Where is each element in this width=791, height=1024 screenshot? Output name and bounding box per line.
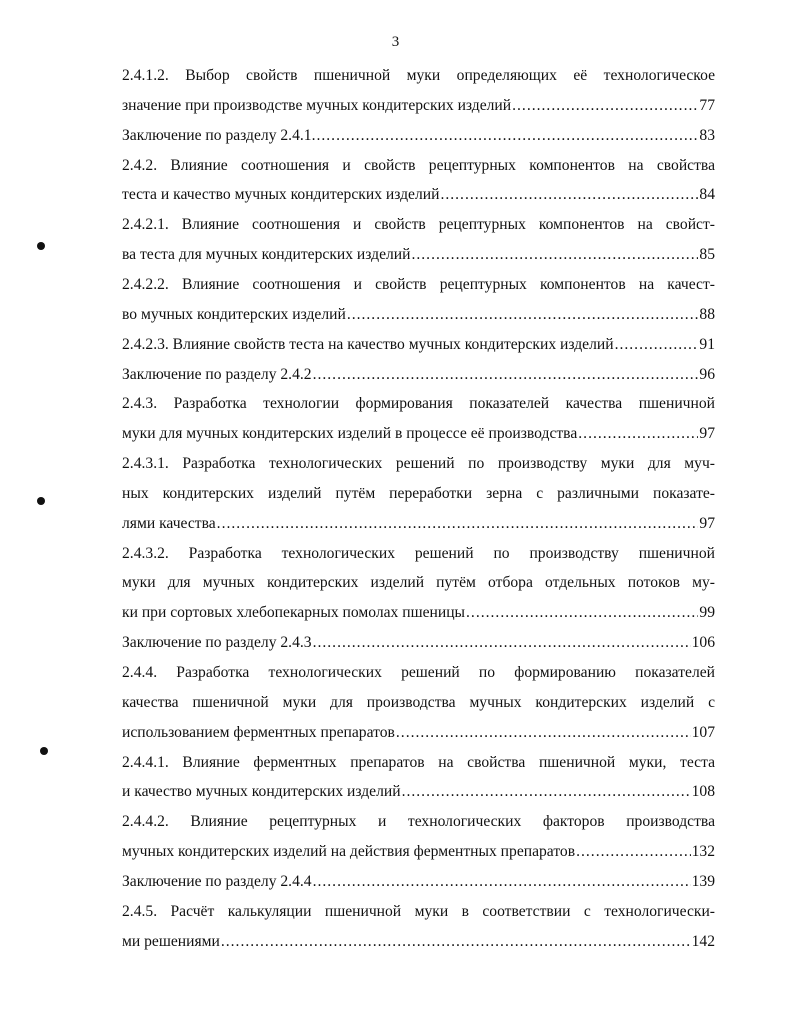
toc-page-number: 132 — [691, 843, 715, 861]
dot-leader — [313, 360, 699, 390]
dot-leader — [440, 180, 698, 210]
toc-page-number: 107 — [691, 723, 715, 741]
toc-entry-title: Заключение по разделу 2.4.4 — [122, 872, 312, 890]
toc-entry-line: 2.4.4.2. Влияние рецептурных и технологических факторов производства — [122, 813, 715, 831]
toc-entry-last-line[interactable] — [122, 718, 715, 748]
toc-page-number: 88 — [699, 305, 715, 323]
toc-page-number: 96 — [699, 365, 715, 383]
binding-hole-mark — [37, 497, 45, 505]
toc-entry-last-line[interactable] — [122, 121, 715, 151]
toc-entry-line: 2.4.2.1. Влияние соотношения и свойств рецептурных компонентов на свойст- — [122, 216, 715, 234]
toc-entry-title: во мучных кондитерских изделий — [122, 305, 346, 323]
toc-entry-last-line[interactable] — [122, 419, 715, 449]
dot-leader — [221, 927, 691, 957]
toc-entry-line: 2.4.1.2. Выбор свойств пшеничной муки определяющих её технологическое — [122, 67, 715, 84]
toc-page-number: 97 — [699, 425, 715, 443]
toc-entry-title: Заключение по разделу 2.4.2 — [122, 365, 312, 383]
toc-entry-line: качества пшеничной муки для производства мучных кондитерских изделий с — [122, 693, 715, 711]
toc-page-number: 142 — [691, 932, 715, 950]
dot-leader — [217, 509, 699, 539]
dot-leader — [578, 419, 698, 449]
toc-entry-last-line[interactable] — [122, 330, 715, 360]
toc-entry-line: 2.4.4. Разработка технологических решений по формированию показателей — [122, 664, 715, 681]
toc-entry-title: ки при сортовых хлебопекарных помолах пшеницы — [122, 604, 466, 622]
toc-entry-line: 2.4.2. Влияние соотношения и свойств рецептурных компонентов на свойства — [122, 156, 715, 174]
toc-entry-title: Заключение по разделу 2.4.3 — [122, 634, 312, 652]
toc-entry-title: ми решениями — [122, 932, 220, 950]
toc-page-number: 97 — [699, 514, 715, 532]
binding-hole-mark — [40, 747, 48, 755]
toc-page-number: 84 — [699, 186, 715, 204]
toc-entry-last-line[interactable] — [122, 628, 715, 658]
toc-entry-last-line[interactable] — [122, 837, 715, 867]
toc-entry-line: 2.4.2.2. Влияние соотношения и свойств рецептурных компонентов на качест- — [122, 275, 715, 293]
toc-entry-line: 2.4.4.1. Влияние ферментных препаратов на свойства пшеничной муки, теста — [122, 753, 715, 771]
toc-page-number: 99 — [699, 604, 715, 622]
page-number: 3 — [391, 34, 400, 50]
toc-entry-title: и качество мучных кондитерских изделий — [122, 783, 401, 801]
toc-entry-last-line[interactable] — [122, 598, 715, 628]
dot-leader — [316, 121, 698, 151]
toc-entry-line: 2.4.5. Расчёт калькуляции пшеничной муки в соответствии с технологически- — [122, 902, 715, 920]
toc-page-number: 83 — [699, 126, 715, 144]
dot-leader — [512, 91, 698, 121]
toc-page-number: 106 — [691, 634, 715, 652]
dot-leader — [411, 240, 698, 270]
toc-page-number: 85 — [699, 246, 715, 264]
dot-leader — [347, 300, 699, 330]
dot-leader — [396, 718, 691, 748]
toc-entry-title: муки для мучных кондитерских изделий в процессе её производства — [122, 425, 578, 443]
toc-page-number: 77 — [699, 96, 715, 114]
toc-entry-title: значение при производстве мучных кондитерских изделий — [122, 96, 512, 114]
dot-leader — [615, 330, 699, 360]
dot-leader — [402, 777, 691, 807]
toc-entry-last-line[interactable] — [122, 240, 715, 270]
toc-entry-line: 2.4.3.2. Разработка технологических решений по производству пшеничной — [122, 544, 715, 562]
toc-entry-last-line[interactable] — [122, 867, 715, 897]
toc-entry-last-line[interactable] — [122, 927, 715, 957]
toc-entry-line: 2.4.3. Разработка технологии формирования показателей качества пшеничной — [122, 395, 715, 413]
binding-hole-mark — [37, 242, 45, 250]
toc-entry-last-line[interactable] — [122, 180, 715, 210]
dot-leader — [466, 598, 698, 628]
toc-entry-line: ных кондитерских изделий путём переработки зерна с различными показате- — [122, 484, 715, 502]
dot-leader — [576, 837, 691, 867]
toc-entry-line: 2.4.3.1. Разработка технологических решений по производству муки для муч- — [122, 455, 715, 473]
toc-entry-title: мучных кондитерских изделий на действия ферментных препаратов — [122, 843, 576, 861]
toc-entry-line: муки для мучных кондитерских изделий путём отбора отдельных потоков му- — [122, 574, 715, 592]
toc-entry-title: Заключение по разделу 2.4.1. — [122, 126, 316, 144]
toc-entry-last-line[interactable] — [122, 360, 715, 390]
toc-entry-title: ва теста для мучных кондитерских изделий — [122, 246, 411, 264]
toc-entry-last-line[interactable] — [122, 777, 715, 807]
toc-entry-title: использованием ферментных препаратов — [122, 723, 395, 741]
toc-entry-title: теста и качество мучных кондитерских изделий — [122, 186, 440, 204]
toc-entry-title: 2.4.2.3. Влияние свойств теста на качество мучных кондитерских изделий — [122, 335, 614, 353]
toc-entry-title: лями качества — [122, 514, 216, 532]
toc-page-number: 108 — [691, 783, 715, 801]
toc-page-number: 91 — [699, 335, 715, 353]
toc-entry-last-line[interactable] — [122, 91, 715, 121]
toc-page-number: 139 — [691, 872, 715, 890]
dot-leader — [313, 628, 691, 658]
toc-entry-last-line[interactable] — [122, 509, 715, 539]
toc-entry-last-line[interactable] — [122, 300, 715, 330]
dot-leader — [313, 867, 691, 897]
